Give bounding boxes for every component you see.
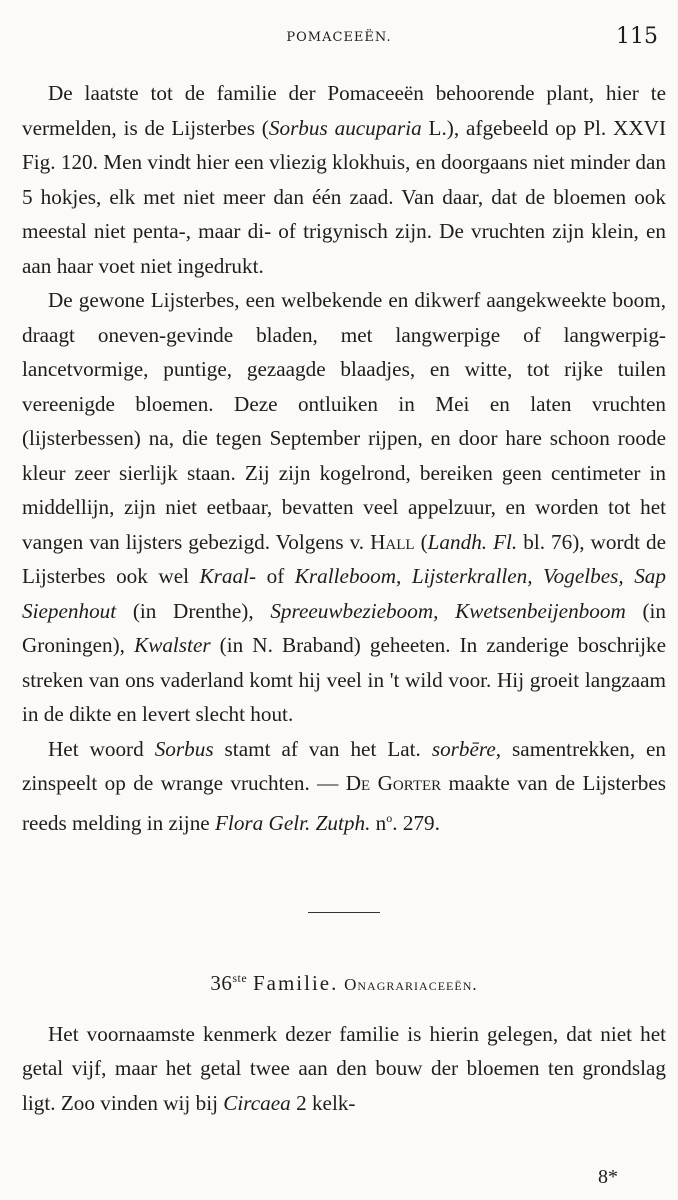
section-number-suffix: ste [232, 971, 248, 986]
text-run: , samentrekken, en zinspeelt op de wrange vruchten. — [22, 736, 666, 795]
body-text [22, 76, 666, 1120]
page-header [0, 22, 678, 52]
text-run: of [256, 564, 295, 588]
text-run: Het voornaamste kenmerk dezer familie is hierin gelegen, dat niet het getal vijf, maar het getal twee aan den bouw der bloemen ten grondslag ligt. Zoo vinden wij bij [22, 1021, 666, 1115]
text-run: n [370, 810, 387, 835]
text-run: L.), afgebeeld op Pl. XXVI Fig. 120. Men vindt hier een vliezig klokhuis, en doorgaans niet minder dan 5 hokjes, elk met niet meer dan één zaad. Van daar, dat de bloemen ook meestal niet penta-, maar di- of trigynisch zijn. De vruchten zijn klein, en aan haar voet niet ingedrukt. [22, 115, 667, 278]
paragraph-3 [22, 732, 666, 841]
text-run: Landh. Fl. [427, 529, 518, 554]
text-run: o [386, 810, 393, 825]
text-run: Hall [370, 529, 415, 554]
running-title: POMACEEËN. [286, 30, 392, 45]
text-run: De Gorter [345, 771, 442, 795]
text-run: De gewone Lijsterbes, een welbekende en dikwerf aangekweekte boom, draagt oneven-gevinde bladen, met langwerpige of langwerpig-lancetvormige, puntige, gezaagde blaadjes, en witte, tot rijke tuilen vereenigde bloemen. Deze ontluiken in Mei en laten vruchten (lijsterbessen) na, die tegen September rijpen, en door hare schoon roode kleur zeer sierlijk staan. Zij zijn kogelrond, bereiken geen centimeter in middellijn, zijn niet eetbaar, bevatten veel appelzuur, en worden tot het vangen van lijsters gebezigd. Volgens v. [22, 288, 666, 554]
text-run: Sorbus aucuparia [268, 115, 422, 140]
text-run: Kraal- [199, 564, 257, 588]
section-family-word: Familie. [252, 971, 339, 996]
text-run: Circaea [223, 1090, 291, 1115]
text-run: Kwalster [134, 633, 211, 657]
paragraph-4 [22, 1017, 666, 1121]
signature-mark: 8* [598, 1166, 618, 1188]
text-run: ( [414, 529, 428, 554]
text-run: sorbēre [431, 736, 496, 761]
text-run: (in Groningen), [22, 598, 666, 657]
text-run: Spreeuwbezieboom, Kwetsenbeijenboom [270, 598, 626, 623]
section-number: 36 [210, 971, 233, 996]
text-run: De laatste tot de familie der Pomaceeën behoorende plant, hier te vermelden, is de Lijsterbes ( [22, 81, 666, 140]
section-family-name: Onagrariaceeën. [344, 975, 478, 995]
text-run: stamt af van het Lat. [213, 736, 432, 761]
text-run: Kralleboom, Lijsterkrallen, Vogelbes, Sap Siepenhout [22, 564, 666, 623]
text-run: 2 kelk- [290, 1090, 356, 1115]
section-divider [308, 912, 380, 913]
paragraph-1 [22, 76, 666, 283]
text-run: Flora Gelr. Zutph. [214, 810, 371, 835]
text-run: Het woord [48, 736, 155, 761]
text-run: (in N. Braband) geheeten. In zanderige boschrijke streken van ons vaderland komt hij veel in 't wild voor. Hij groeit langzaam in de dikte en levert slecht hout. [22, 633, 667, 726]
section-heading [22, 961, 666, 1003]
text-run: bl. 76), wordt de Lijsterbes ook wel [22, 529, 666, 588]
page-number: 115 [616, 24, 658, 49]
text-run: (in Drenthe), [116, 598, 271, 623]
paragraph-2 [22, 283, 666, 732]
text-run: . 279. [392, 810, 440, 835]
text-run: maakte van de Lijsterbes reeds melding in zijne [22, 771, 667, 835]
text-run: Sorbus [154, 736, 214, 761]
